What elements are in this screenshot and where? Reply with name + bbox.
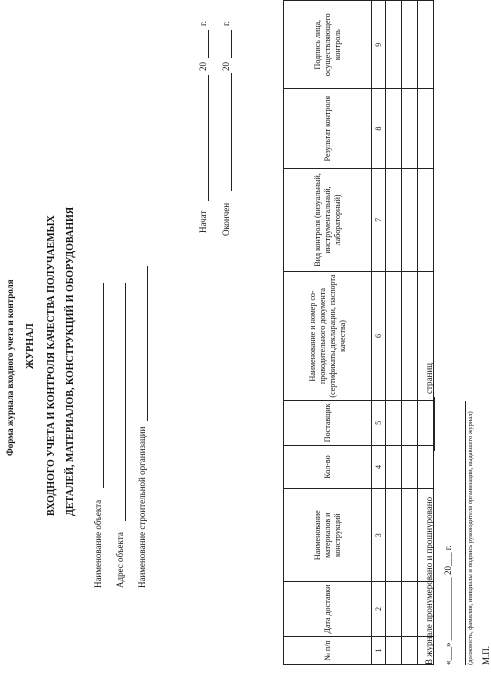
signature-line: [465, 401, 466, 665]
number-cell: 8: [372, 89, 386, 168]
finished-label: Окончен: [221, 202, 231, 236]
finished-year-line: [231, 30, 232, 58]
number-cell: 7: [372, 168, 386, 271]
table-row: [386, 1, 402, 665]
started-year: 20: [198, 62, 208, 71]
header-cell: Результат контроля: [284, 89, 372, 168]
started-label: Начат: [198, 210, 208, 233]
header-cell: Наименование и номер со-проводительного документа (сертификаты,декларации, паспорта качества): [284, 271, 372, 400]
number-cell: 5: [372, 401, 386, 446]
started-year-line: [208, 30, 209, 58]
object-name-label: Наименование объекта: [93, 499, 103, 588]
header-cell: Подпись лица, осуществляющего контроль: [284, 1, 372, 89]
footer-date: «___» ______________ 20___ г.: [443, 545, 453, 665]
pages-count-line: [434, 397, 435, 451]
started-year-suffix: г.: [198, 21, 208, 26]
journal-subtitle-1: ВХОДНОГО УЧЕТА И КОНТРОЛЯ КАЧЕСТВА ПОЛУЧАЕМЫХ: [46, 215, 57, 516]
signature-note: (должность, фамилия, инициалы и подпись руководителя организации, выдавшего журнал): [467, 411, 474, 665]
org-name-label: Наименование строительной организации: [137, 426, 147, 588]
number-cell: 1: [372, 636, 386, 664]
journal-table: [283, 0, 434, 665]
object-address-label: Адрес объекта: [115, 532, 125, 588]
header-cell: № п/п: [284, 636, 372, 664]
header-cell: Наименование материалов и конструкций: [284, 489, 372, 582]
header-cell: Поставщик: [284, 401, 372, 446]
number-cell: 2: [372, 582, 386, 637]
finished-year: 20: [221, 62, 231, 71]
org-name-line: [147, 266, 148, 421]
header-cell: Вид контроля (визуальный, инструментальный, лабораторный): [284, 168, 372, 271]
started-line: [208, 75, 209, 201]
form-title: Форма журнала входного учета и контроля: [5, 279, 15, 456]
finished-year-suffix: г.: [221, 21, 231, 26]
number-cell: 4: [372, 445, 386, 489]
object-address-line: [125, 283, 126, 521]
table-row: [402, 1, 418, 665]
pages-label: страниц: [424, 363, 434, 394]
number-cell: 6: [372, 271, 386, 400]
number-cell: 3: [372, 489, 386, 582]
object-name-line: [103, 283, 104, 488]
table-number-row: [372, 1, 386, 665]
number-cell: 9: [372, 1, 386, 89]
journal-subtitle-2: ДЕТАЛЕЙ, МАТЕРИАЛОВ, КОНСТРУКЦИЙ И ОБОРУДОВАНИЯ: [65, 207, 76, 516]
table-header-row: [284, 1, 372, 665]
stamp-label: М.П.: [481, 645, 491, 665]
header-cell: Кол-во: [284, 445, 372, 489]
numbered-label: В журнале пронумеровано и прошнуровано: [424, 496, 434, 665]
finished-line: [231, 73, 232, 191]
header-cell: Дата доставки: [284, 582, 372, 637]
journal-title: ЖУРНАЛ: [25, 323, 36, 369]
